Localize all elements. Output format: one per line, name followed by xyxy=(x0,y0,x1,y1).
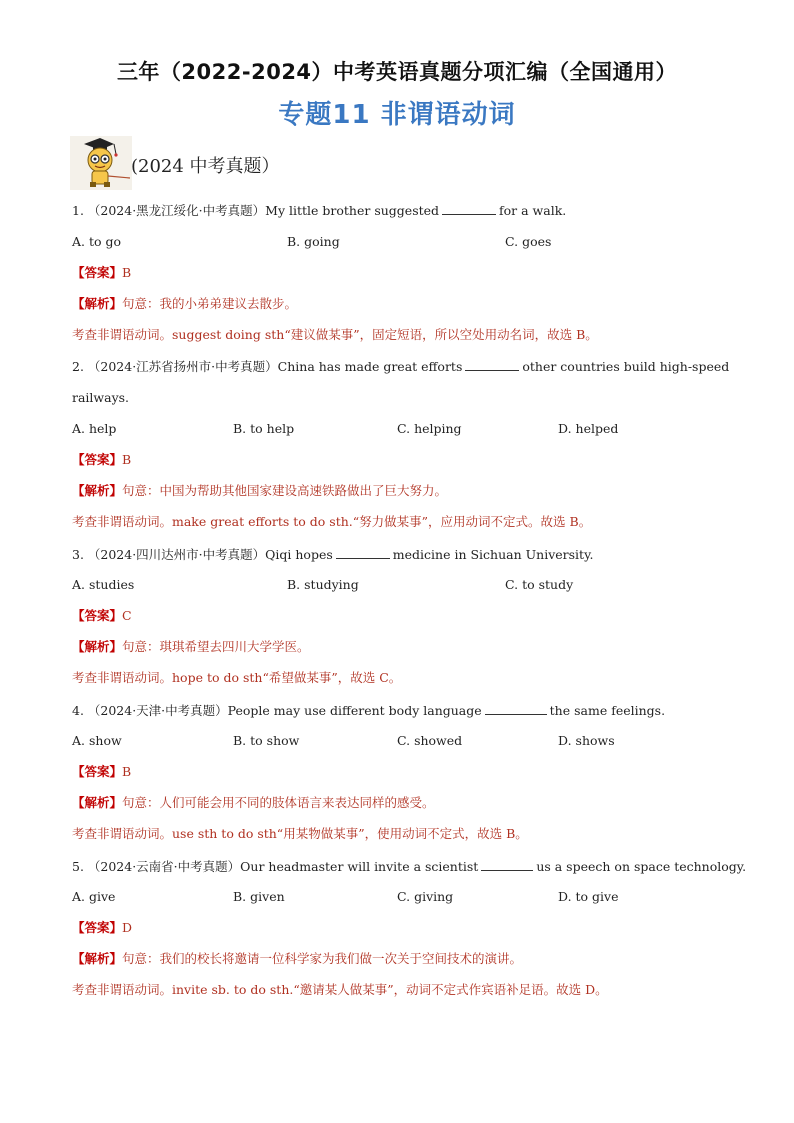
analysis-line: 【解析】句意：琪琪希望去四川大学学医。 xyxy=(72,639,310,654)
question-stem: 5. （2024·云南省·中考真题）Our headmaster will invite a scientist us a speech on space technology. xyxy=(72,859,747,874)
answer-line: 【答案】D xyxy=(72,920,133,935)
option: B. going xyxy=(287,234,340,249)
question-stem: 2. （2024·江苏省扬州市·中考真题）China has made great efforts other countries build high-speed xyxy=(72,359,730,374)
document-subtitle: 专题11 非谓语动词 xyxy=(278,100,516,130)
option: A. studies xyxy=(72,577,135,592)
answer-blank xyxy=(481,858,533,871)
option: C. giving xyxy=(397,889,454,904)
answer-line: 【答案】B xyxy=(72,764,132,779)
explanation-line: 考查非谓语动词。hope to do sth“希望做某事”，故选 C。 xyxy=(72,670,402,685)
option: D. to give xyxy=(558,889,619,904)
analysis-line: 【解析】句意：我的小弟弟建议去散步。 xyxy=(72,296,298,311)
answer-blank xyxy=(336,546,390,559)
option: C. to study xyxy=(505,577,574,592)
analysis-line: 【解析】句意：人们可能会用不同的肢体语言来表达同样的感受。 xyxy=(72,795,435,810)
option: D. shows xyxy=(558,733,615,748)
option: B. studying xyxy=(287,577,359,592)
answer-line: 【答案】B xyxy=(72,265,132,280)
question-stem: 3. （2024·四川达州市·中考真题）Qiqi hopes medicine in Sichuan University. xyxy=(72,547,594,562)
analysis-line: 【解析】句意：我们的校长将邀请一位科学家为我们做一次关于空间技术的演讲。 xyxy=(72,951,523,966)
option: B. given xyxy=(233,889,285,904)
option: C. showed xyxy=(397,733,463,748)
answer-blank xyxy=(485,702,547,715)
question-stem: 1. （2024·黑龙江绥化·中考真题）My little brother suggested for a walk. xyxy=(72,203,567,218)
option: B. to show xyxy=(233,733,300,748)
analysis-line: 【解析】句意：中国为帮助其他国家建设高速铁路做出了巨大努力。 xyxy=(72,483,448,498)
cartoon-student-logo xyxy=(70,136,132,190)
explanation-line: 考查非谓语动词。make great efforts to do sth.“努力做某事”，应用动词不定式。故选 B。 xyxy=(72,514,592,529)
option: A. give xyxy=(72,889,116,904)
option: A. show xyxy=(72,733,122,748)
option: C. helping xyxy=(397,421,462,436)
question-stem: 4. （2024·天津·中考真题）People may use different body language the same feelings. xyxy=(72,703,666,718)
option: A. help xyxy=(72,421,117,436)
explanation-line: 考查非谓语动词。use sth to do sth“用某物做某事”，使用动词不定式，故选 B。 xyxy=(72,826,528,841)
option: D. helped xyxy=(558,421,619,436)
explanation-line: 考查非谓语动词。invite sb. to do sth.“邀请某人做某事”，动词不定式作宾语补足语。故选 D。 xyxy=(72,982,608,997)
answer-blank xyxy=(442,202,496,215)
question-stem-continued: railways. xyxy=(72,390,130,405)
explanation-line: 考查非谓语动词。suggest doing sth“建议做某事”，固定短语，所以空处用动名词，故选 B。 xyxy=(72,327,598,342)
option: C. goes xyxy=(505,234,552,249)
option: A. to go xyxy=(72,234,122,249)
answer-blank xyxy=(465,358,519,371)
option: B. to help xyxy=(233,421,295,436)
answer-line: 【答案】B xyxy=(72,452,132,467)
document-title: 三年（2022-2024）中考英语真题分项汇编（全国通用） xyxy=(116,60,678,84)
section-label: (2024 中考真题） xyxy=(131,156,280,177)
answer-line: 【答案】C xyxy=(72,608,132,623)
